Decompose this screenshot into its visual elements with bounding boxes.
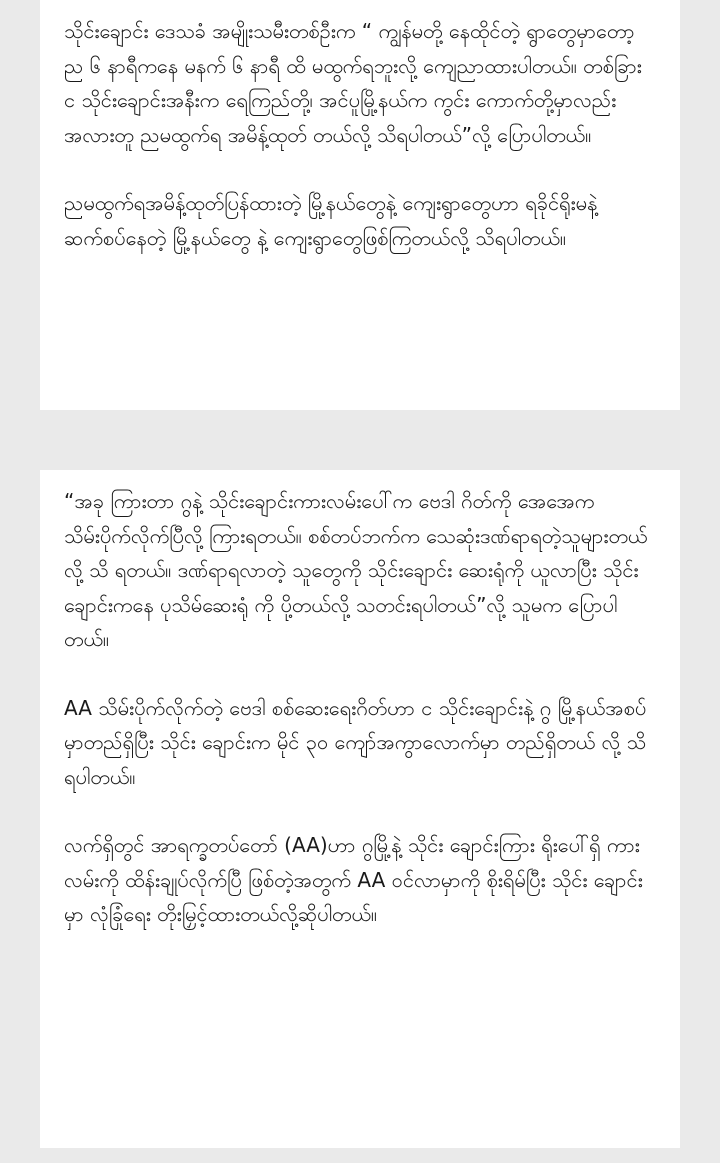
paragraph: “အခု ကြားတာ ဂွနဲ့ သိုင်းချောင်းကားလမ်းပေါ်က ဗေဒါ ဂိတ်ကို အေအေက သိမ်းပိုက်လိုက်ပြီလို့ ကြားရတယ်။ စစ်တပ်ဘက်က သေဆုံးဒဏ်ရာရတဲ့သူများတယ်လို့ သိ ရတယ်။ ဒဏ်ရာရလာတဲ့ သူတွေကို သိုင်းချောင်း ဆေးရုံကို ယူလာပြီး သိုင်းချောင်းကနေ ပုသိမ်ဆေးရုံ ကို ပို့တယ်လို့ သတင်းရပါတယ်”လို့ သူမက ပြောပါ တယ်။: [64, 489, 648, 651]
paragraph: ညမထွက်ရအမိန့်ထုတ်ပြန်ထားတဲ့ မြို့နယ်တွေနဲ့ ကျေးရွာတွေဟာ ရခိုင်ရိုးမနဲ့ ဆက်စပ်နေတဲ့ မြို့နယ်တွေ နဲ့ ကျေးရွာတွေဖြစ်ကြတယ်လို့ သိရပါတယ်။: [64, 191, 598, 250]
paragraph: သိုင်းချောင်း ဒေသခံ အမျိုးသမီးတစ်ဦးက “ ကျွန်မတို့ နေထိုင်တဲ့ ရွာတွေမှာတော့ ည ၆ နာရီကနေ မနက် ၆ နာရီ ထိ မထွက်ရဘူးလို့ ကျေညာထားပါတယ်။ တစ်ခြား င သိုင်းချောင်းအနီးက ရေကြည်တို့၊ အင်ပူမြို့နယ်က ကွင်း ကောက်တို့မှာလည်း အလားတူ ညမထွက်ရ အမိန့်ထုတ် တယ်လို့ သိရပါတယ်”လို့ ပြောပါတယ်။: [64, 19, 642, 147]
paragraph: AA သိမ်းပိုက်လိုက်တဲ့ ဗေဒါ စစ်ဆေးရေးဂိတ်ဟာ င သိုင်းချောင်းနဲ့ ဂွ မြို့နယ်အစပ်မှာတည်ရှိပြီး သိုင်း ချောင်းက မိုင် ၃၀ ကျော်အကွာလောက်မှာ တည်ရှိတယ် လို့ သိရပါတယ်။: [64, 695, 647, 789]
article-card-2: [40, 470, 680, 1148]
paragraph: လက်ရှိတွင် အာရက္ခတပ်တော် (AA)ဟာ ဂွမြို့နဲ့ သိုင်း ချောင်းကြား ရိုးပေါ်ရှိ ကားလမ်းကို ထိန်းချုပ်လိုက်ပြီ ဖြစ်တဲ့အတွက် AA ဝင်လာမှာကို စိုးရိမ်ပြီး သိုင်း ချောင်းမှာ လုံခြုံရေး တိုးမြှင့်ထားတယ်လို့ဆိုပါတယ်။: [64, 833, 643, 926]
article-card-1: [40, 0, 680, 410]
